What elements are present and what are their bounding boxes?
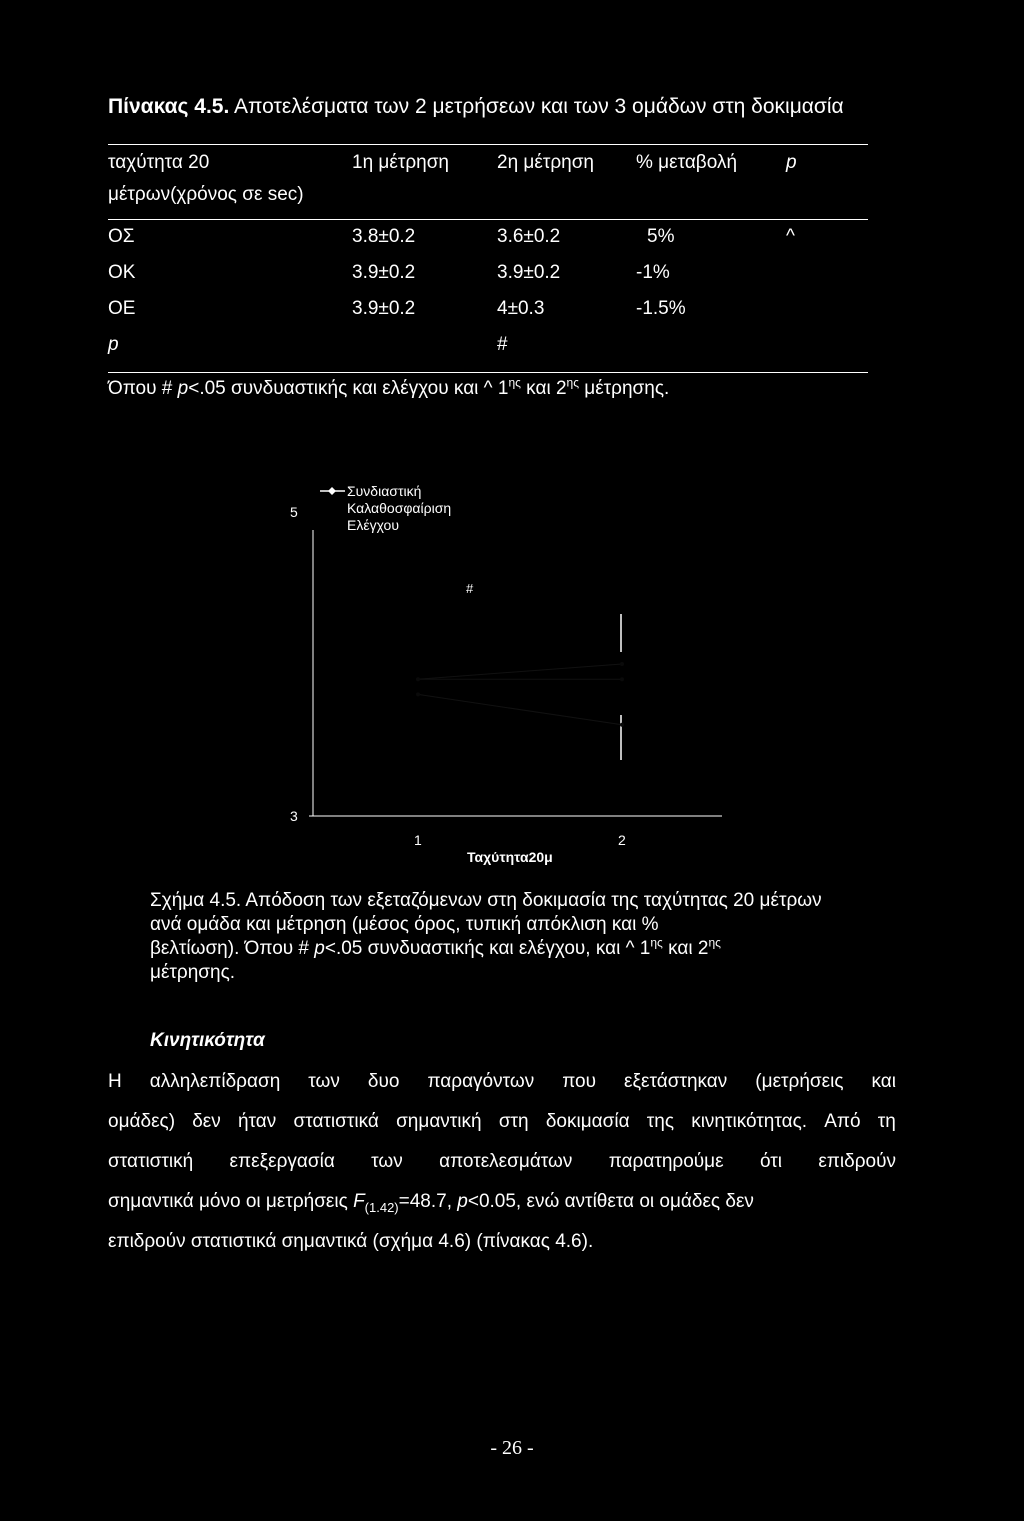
figure-caption-line1: Σχήμα 4.5. Απόδοση των εξεταζόμενων στη δοκιμασία της ταχύτητας 20 μέτρων <box>150 890 822 911</box>
page-number: - 26 - <box>490 1437 534 1459</box>
data-point <box>620 723 624 727</box>
body-line-4-c: <0.05, ενώ αντίθετα οι ομάδες δεν <box>467 1191 754 1212</box>
row-m1: 3.9±0.2 <box>352 298 416 319</box>
table-note-suffix: μέτρησης. <box>578 378 670 399</box>
row-change: -1.5% <box>636 298 686 319</box>
row-m2: 3.9±0.2 <box>497 262 561 283</box>
figure-caption-line4: μέτρησης. <box>150 962 236 983</box>
word: Από <box>824 1111 861 1132</box>
legend-marker-diamond <box>328 487 336 495</box>
x-tick-label: 2 <box>618 832 626 848</box>
row-m1: 3.9±0.2 <box>352 262 416 283</box>
x-tick-label: 1 <box>414 832 422 848</box>
word: ήταν <box>237 1111 277 1132</box>
section-heading: Κινητικότητα <box>150 1030 265 1051</box>
figure-caption-line3-a: βελτίωση). Όπου # <box>150 938 315 959</box>
figure-caption-line3-sup1: ης <box>650 935 663 950</box>
row-m2: 4±0.3 <box>497 298 545 319</box>
series-line-2 <box>418 664 622 679</box>
word: δεν <box>192 1111 221 1132</box>
header-col-measure2: 2η μέτρηση <box>497 152 595 173</box>
row-group: ΟΣ <box>108 226 135 247</box>
row-change: -1% <box>636 262 670 283</box>
y-tick-label: 5 <box>290 504 298 520</box>
word: κινητικότητας. <box>691 1111 808 1132</box>
data-point <box>620 662 624 666</box>
word: ομάδες) <box>108 1111 176 1132</box>
header-col-test: ταχύτητα 20 <box>108 152 210 173</box>
word: δυο <box>367 1071 400 1092</box>
word: που <box>562 1071 597 1092</box>
word: παρατηρούμε <box>608 1151 724 1172</box>
word: της <box>646 1111 674 1132</box>
row-group: ΟΕ <box>108 298 136 319</box>
word: των <box>371 1151 403 1172</box>
word: Η <box>108 1071 122 1092</box>
legend-label: Ελέγχου <box>347 517 399 533</box>
word: εξετάστηκαν <box>624 1071 728 1092</box>
series-line-0 <box>418 694 622 724</box>
word: (μετρήσεις <box>755 1071 844 1092</box>
figure-caption-line3-b: <.05 συνδυαστικής και ελέγχου, και ^ 1 <box>324 938 651 959</box>
table-note-sup2: ης <box>566 375 579 390</box>
word: επιδρούν <box>818 1151 896 1172</box>
table-caption-text: Αποτελέσματα των 2 μετρήσεων και των 3 ομάδων στη δοκιμασία <box>229 95 844 118</box>
y-tick-label: 3 <box>290 808 298 824</box>
table-note-prefix: Όπου # <box>108 378 178 399</box>
table-note-sup1: ης <box>508 375 521 390</box>
figure-caption-line3-c: και 2 <box>662 938 709 959</box>
table-note-p: p <box>177 378 189 399</box>
body-line-4-p: p <box>457 1191 468 1212</box>
body-line-3 <box>108 1151 896 1173</box>
body-line-4-a: σημαντικά μόνο οι μετρήσεις <box>108 1191 354 1212</box>
body-line-2 <box>108 1111 896 1133</box>
chart-annotation: # <box>466 581 474 596</box>
figure-caption-line2: ανά ομάδα και μέτρηση (μέσος όρος, τυπική απόκλιση και % <box>150 914 659 935</box>
word: στατιστική <box>108 1151 194 1172</box>
x-axis-label: Ταχύτητα20μ <box>467 849 553 865</box>
body-line-1 <box>108 1071 896 1093</box>
row-m2: 3.6±0.2 <box>497 226 561 247</box>
header-col-test-line2: μέτρων(χρόνος σε sec) <box>108 184 304 205</box>
table-note-and: και 2 <box>520 378 567 399</box>
word: στη <box>498 1111 529 1132</box>
data-point <box>416 677 420 681</box>
body-line-5: επιδρούν στατιστικά σημαντικά (σχήμα 4.6) (πίνακας 4.6). <box>108 1231 594 1252</box>
row-group: ΟΚ <box>108 262 136 283</box>
word: των <box>308 1071 340 1092</box>
row-p-m2: # <box>497 334 508 355</box>
word: σημαντική <box>396 1111 482 1132</box>
word: δοκιμασία <box>545 1111 630 1132</box>
table-note-middle: <.05 συνδυαστικής και ελέγχου και ^ 1 <box>188 378 509 399</box>
table-caption-label: Πίνακας 4.5. <box>108 95 230 118</box>
header-col-p: p <box>786 152 797 173</box>
body-line-4 <box>108 1191 896 1213</box>
legend-label: Συνδιαστική <box>347 483 422 499</box>
word: επεξεργασία <box>229 1151 335 1172</box>
figure-caption <box>150 889 890 985</box>
body-line-4-F: F <box>353 1191 365 1212</box>
word: αλληλεπίδραση <box>149 1071 281 1092</box>
row-m1: 3.8±0.2 <box>352 226 416 247</box>
header-col-measure1: 1η μέτρηση <box>352 152 450 173</box>
body-line-4-sub: (1.42) <box>364 1199 399 1215</box>
header-col-change: % μεταβολή <box>636 152 738 173</box>
row-p: ^ <box>786 226 795 247</box>
row-change: 5% <box>647 226 675 247</box>
figure-caption-line3 <box>150 937 890 961</box>
data-point <box>620 677 624 681</box>
legend-label: Καλαθοσφαίριση <box>347 500 452 516</box>
data-point <box>416 692 420 696</box>
word: και <box>871 1071 896 1092</box>
row-p-label: p <box>108 334 119 355</box>
word: ότι <box>759 1151 782 1172</box>
word: στατιστικά <box>293 1111 379 1132</box>
figure-caption-line3-sup2: ης <box>708 935 721 950</box>
word: τη <box>877 1111 896 1132</box>
word: παραγόντων <box>427 1071 535 1092</box>
figure-caption-line3-p: p <box>314 938 325 959</box>
body-line-4-b: =48.7, <box>398 1191 458 1212</box>
word: αποτελεσμάτων <box>439 1151 573 1172</box>
